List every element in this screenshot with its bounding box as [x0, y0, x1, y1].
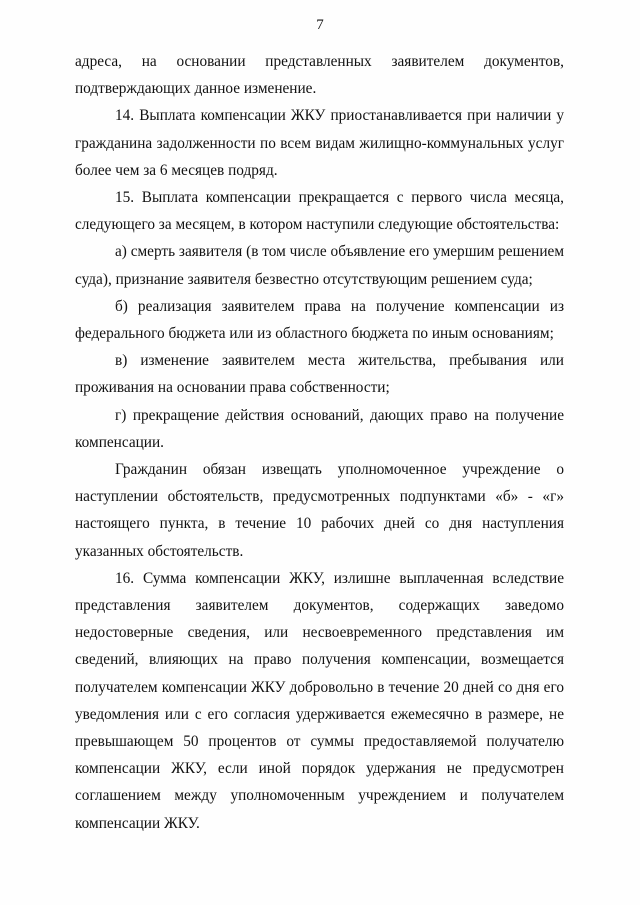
- paragraph-item-16: 16. Сумма компенсации ЖКУ, излишне выплаченная вследствие представления заявителем документов, содержащих заведомо недостоверные сведения, или несвоевременного представления им сведений, влияющих на право получения компенсации, возмещается получателем компенсации ЖКУ добровольно в течение 20 дней со дня его уведомления или с его согласия удерживается ежемесячно в размере, не превышающем 50 процентов от суммы предоставляемой получателю компенсации ЖКУ, если иной порядок удержания не предусмотрен соглашением между уполномоченным учреждением и получателем компенсации ЖКУ.: [75, 569, 564, 832]
- page-number: 7: [316, 17, 324, 33]
- paragraph-citizen-obligation: Гражданин обязан извещать уполномоченное учреждение о наступлении обстоятельств, предусмотренных подпунктами «б» - «г» настоящего пункта, в течение 10 рабочих дней со дня наступления указанных обстоятельств.: [75, 461, 564, 560]
- paragraph-subitem-g: г) прекращение действия оснований, дающих право на получение компенсации.: [75, 406, 564, 451]
- paragraph-item-15: 15. Выплата компенсации прекращается с первого числа месяца, следующего за месяцем, в котором наступили следующие обстоятельства:: [75, 189, 564, 234]
- paragraph-address-continuation: адреса, на основании представленных заявителем документов, подтверждающих данное изменение.: [75, 53, 564, 98]
- paragraph-subitem-b: б) реализация заявителем права на получение компенсации из федерального бюджета или из областного бюджета по иным основаниям;: [75, 297, 564, 343]
- paragraph-subitem-a: а) смерть заявителя (в том числе объявление его умершим решением суда), признание заявителя безвестно отсутствующим решением суда;: [75, 243, 565, 288]
- document-body: [75, 48, 564, 837]
- paragraph-subitem-v: в) изменение заявителем места жительства, пребывания или проживания на основании права собственности;: [75, 352, 564, 397]
- paragraph-item-14: 14. Выплата компенсации ЖКУ приостанавливается при наличии у гражданина задолженности по всем видам жилищно-коммунальных услуг более чем за 6 месяцев подряд.: [75, 107, 564, 179]
